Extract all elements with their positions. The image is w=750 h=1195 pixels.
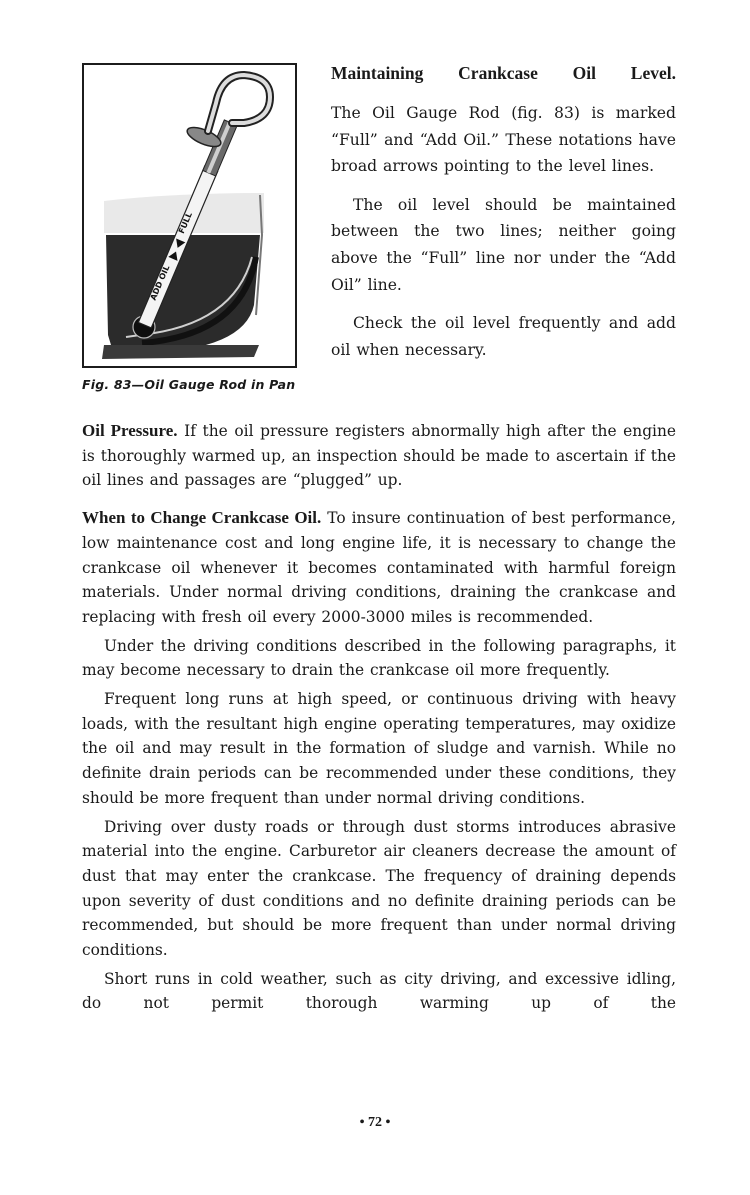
- paragraph-maintain-level: The oil level should be maintained between the two lines; neither going above the “Full” line nor under the “Add Oil” line.: [331, 195, 676, 294]
- paragraph-gauge-rod: The Oil Gauge Rod (fig. 83) is marked “Full” and “Add Oil.” These notations have broad arrows pointing to the level lines.: [331, 104, 676, 176]
- svg-text:FULL: FULL: [176, 210, 194, 235]
- run-in-heading-oil-pressure: Oil Pressure.: [82, 421, 178, 440]
- paragraph-oil-pressure: [82, 419, 676, 493]
- section-heading-oil-level: Maintaining Crankcase Oil Level.: [331, 63, 676, 83]
- paragraph-driving-conditions: Under the driving conditions described in the following paragraphs, it may become necessary to drain the crankcase oil more frequently.: [82, 636, 676, 680]
- paragraph-cold-weather: Short runs in cold weather, such as city driving, and excessive idling, do not permit thorough warming up of the: [82, 969, 676, 1013]
- paragraph-text: To insure continuation of best performance, low maintenance cost and long engine life, it is necessary to change the crankcase oil whenever it becomes contaminated with harmful foreign materials. Under normal driving conditions, draining the crankcase and replacing with fresh oil every 2000-3000 miles is recommended.: [82, 509, 676, 626]
- paragraph-high-speed: Frequent long runs at high speed, or continuous driving with heavy loads, with the resultant high engine operating temperatures, may oxidize the oil and may result in the formation of sludge and varnish. While no definite drain periods can be recommended under these conditions, they should be more frequent than under normal driving conditions.: [82, 690, 676, 807]
- paragraph-text: If the oil pressure registers abnormally high after the engine is thoroughly warmed up, an inspection should be made to ascertain if the oil lines and passages are “plugged” up.: [82, 422, 676, 490]
- oil-level-section: [331, 60, 676, 375]
- body-text: [82, 419, 676, 1020]
- figure-caption: Fig. 83—Oil Gauge Rod in Pan: [82, 377, 296, 392]
- paragraph-change-oil: [82, 506, 676, 630]
- paragraph-check-level: Check the oil level frequently and add oil when necessary.: [331, 314, 676, 359]
- page-number: • 72 •: [359, 1115, 391, 1130]
- run-in-heading-change-oil: When to Change Crankcase Oil.: [82, 508, 322, 528]
- paragraph-dusty-roads: Driving over dusty roads or through dust storms introduces abrasive material into the engine. Carburetor air cleaners decrease the amount of dust that may enter the crankcase. The frequency of draining depends upon severity of dust conditions and no definite draining periods can be recommended, but should be more frequent than under normal driving conditions.: [82, 817, 676, 960]
- figure-83-oil-gauge-rod: [82, 63, 297, 368]
- svg-text:ADD OIL: ADD OIL: [148, 263, 172, 302]
- oil-gauge-rod-illustration-icon: [84, 65, 295, 366]
